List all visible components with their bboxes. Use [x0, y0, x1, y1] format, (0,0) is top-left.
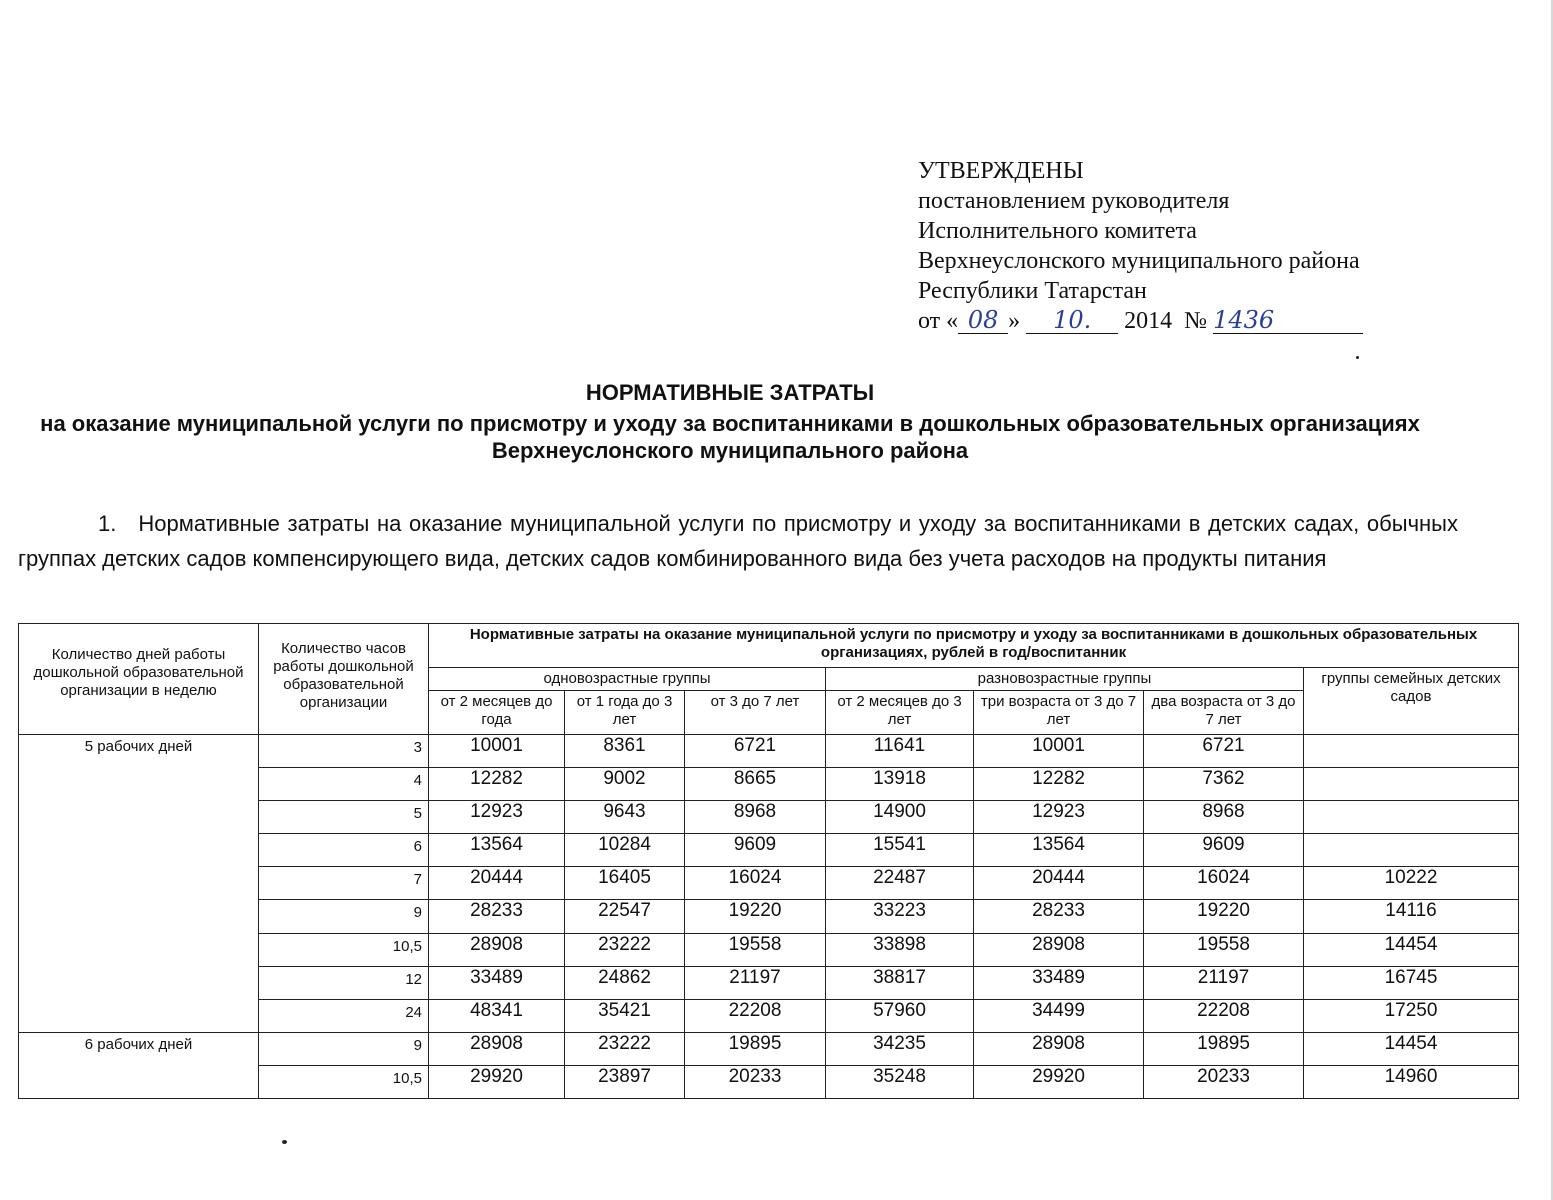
value-cell: 12282: [429, 768, 565, 801]
value-cell: 23222: [565, 1032, 685, 1065]
value-cell: [1304, 768, 1519, 801]
header-col-two-ages: два возраста от 3 до 7 лет: [1144, 691, 1304, 735]
approval-title: УТВЕРЖДЕНЫ: [918, 158, 1084, 184]
value-cell: 13564: [974, 834, 1144, 867]
header-col-2m-3y: от 2 месяцев до 3 лет: [826, 691, 974, 735]
value-cell: 21197: [685, 966, 826, 999]
document-number: 1436: [1213, 307, 1363, 334]
value-cell: 22547: [565, 900, 685, 933]
value-cell: 8968: [685, 801, 826, 834]
value-cell: [1304, 735, 1519, 768]
table-row: [19, 735, 1519, 768]
table-body: [19, 735, 1519, 1099]
value-cell: 15541: [826, 834, 974, 867]
header-col-three-ages: три возраста от 3 до 7 лет: [974, 691, 1144, 735]
value-cell: 23222: [565, 933, 685, 966]
value-cell: 19220: [1144, 900, 1304, 933]
date-mid: »: [1008, 308, 1021, 334]
approval-line: постановлением руководителя: [918, 188, 1230, 214]
hours-cell: 7: [259, 867, 429, 900]
approval-date-line: [918, 306, 1478, 336]
value-cell: 20233: [685, 1065, 826, 1098]
value-cell: 23897: [565, 1065, 685, 1098]
header-main: Нормативные затраты на оказание муниципальной услуги по присмотру и уходу за воспитанниками в дошкольных образовательных организациях, рублей в год/воспитанник: [429, 624, 1519, 668]
number-sign: №: [1184, 308, 1208, 334]
table-row: [19, 1032, 1519, 1065]
value-cell: 22208: [685, 999, 826, 1032]
hours-cell: 5: [259, 801, 429, 834]
hours-cell: 9: [259, 900, 429, 933]
value-cell: 33898: [826, 933, 974, 966]
hours-cell: 10,5: [259, 933, 429, 966]
days-cell: 6 рабочих дней: [19, 1032, 259, 1098]
value-cell: 28233: [974, 900, 1144, 933]
value-cell: [1304, 834, 1519, 867]
value-cell: 29920: [429, 1065, 565, 1098]
value-cell: 7362: [1144, 768, 1304, 801]
approval-line: Верхнеуслонского муниципального района: [918, 248, 1360, 274]
value-cell: 13564: [429, 834, 565, 867]
header-days: Количество дней работы дошкольной образовательной организации в неделю: [19, 624, 259, 735]
value-cell: 35248: [826, 1065, 974, 1098]
value-cell: 24862: [565, 966, 685, 999]
value-cell: 20233: [1144, 1065, 1304, 1098]
header-mixed-age-groups: разновозрастные группы: [826, 668, 1304, 691]
document-subtitle: на оказание муниципальной услуги по присмотру и уходу за воспитанниками в дошкольных образовательных организациях Верхнеуслонского муниципального района: [40, 411, 1420, 463]
date-prefix: от «: [918, 308, 959, 334]
value-cell: 9609: [1144, 834, 1304, 867]
value-cell: 57960: [826, 999, 974, 1032]
value-cell: 14900: [826, 801, 974, 834]
value-cell: 9609: [685, 834, 826, 867]
value-cell: 10001: [429, 735, 565, 768]
value-cell: 22487: [826, 867, 974, 900]
value-cell: 16024: [1144, 867, 1304, 900]
value-cell: 20444: [974, 867, 1144, 900]
value-cell: 38817: [826, 966, 974, 999]
hours-cell: 24: [259, 999, 429, 1032]
header-family-groups: группы семейных детских садов: [1304, 668, 1519, 735]
date-day: 08: [958, 307, 1008, 334]
value-cell: 14454: [1304, 933, 1519, 966]
value-cell: 35421: [565, 999, 685, 1032]
value-cell: 16405: [565, 867, 685, 900]
value-cell: 13918: [826, 768, 974, 801]
value-cell: 28908: [974, 1032, 1144, 1065]
value-cell: 6721: [1144, 735, 1304, 768]
date-month: 10.: [1026, 307, 1118, 334]
hours-cell: 3: [259, 735, 429, 768]
hours-cell: 12: [259, 966, 429, 999]
approval-line: Республики Татарстан: [918, 278, 1147, 304]
days-cell: 5 рабочих дней: [19, 735, 259, 1033]
value-cell: 8665: [685, 768, 826, 801]
value-cell: 17250: [1304, 999, 1519, 1032]
value-cell: 10001: [974, 735, 1144, 768]
hours-cell: 4: [259, 768, 429, 801]
header-col-1y-3y: от 1 года до 3 лет: [565, 691, 685, 735]
hours-cell: 6: [259, 834, 429, 867]
value-cell: 12923: [974, 801, 1144, 834]
value-cell: [1304, 801, 1519, 834]
value-cell: 9002: [565, 768, 685, 801]
value-cell: 33489: [429, 966, 565, 999]
value-cell: 28908: [429, 933, 565, 966]
date-year: 2014: [1124, 308, 1173, 334]
value-cell: 10222: [1304, 867, 1519, 900]
value-cell: 14116: [1304, 900, 1519, 933]
approval-block: [918, 156, 1478, 336]
value-cell: 8361: [565, 735, 685, 768]
scan-speck: [1356, 356, 1359, 359]
value-cell: 28908: [429, 1032, 565, 1065]
value-cell: 11641: [826, 735, 974, 768]
value-cell: 33223: [826, 900, 974, 933]
hours-cell: 9: [259, 1032, 429, 1065]
value-cell: 8968: [1144, 801, 1304, 834]
value-cell: 12923: [429, 801, 565, 834]
value-cell: 28908: [974, 933, 1144, 966]
paragraph-text: Нормативные затраты на оказание муниципальной услуги по присмотру и уходу за воспитанниками в детских садах, обычных группах детских садов компенсирующего вида, детских садов комбинированного вида без учета расходов на продукты питания: [18, 511, 1458, 571]
value-cell: 19895: [685, 1032, 826, 1065]
value-cell: 28233: [429, 900, 565, 933]
value-cell: 9643: [565, 801, 685, 834]
value-cell: 19220: [685, 900, 826, 933]
value-cell: 22208: [1144, 999, 1304, 1032]
value-cell: 16745: [1304, 966, 1519, 999]
value-cell: 33489: [974, 966, 1144, 999]
normative-costs-table: [18, 623, 1519, 1099]
header-col-2m-1y: от 2 месяцев до года: [429, 691, 565, 735]
header-col-3y-7y: от 3 до 7 лет: [685, 691, 826, 735]
value-cell: 14960: [1304, 1065, 1519, 1098]
value-cell: 6721: [685, 735, 826, 768]
value-cell: 21197: [1144, 966, 1304, 999]
hours-cell: 10,5: [259, 1065, 429, 1098]
header-hours: Количество часов работы дошкольной образовательной организации: [259, 624, 429, 735]
value-cell: 34499: [974, 999, 1144, 1032]
value-cell: 29920: [974, 1065, 1144, 1098]
document-title: НОРМАТИВНЫЕ ЗАТРАТЫ: [585, 380, 875, 405]
scan-speck: [282, 1140, 287, 1144]
header-same-age-groups: одновозрастные группы: [429, 668, 826, 691]
value-cell: 19895: [1144, 1032, 1304, 1065]
value-cell: 14454: [1304, 1032, 1519, 1065]
paragraph-1: [18, 506, 1458, 576]
value-cell: 48341: [429, 999, 565, 1032]
value-cell: 10284: [565, 834, 685, 867]
value-cell: 20444: [429, 867, 565, 900]
value-cell: 19558: [1144, 933, 1304, 966]
paragraph-number: 1.: [98, 511, 117, 536]
value-cell: 19558: [685, 933, 826, 966]
value-cell: 34235: [826, 1032, 974, 1065]
approval-line: Исполнительного комитета: [918, 218, 1197, 244]
value-cell: 12282: [974, 768, 1144, 801]
value-cell: 16024: [685, 867, 826, 900]
